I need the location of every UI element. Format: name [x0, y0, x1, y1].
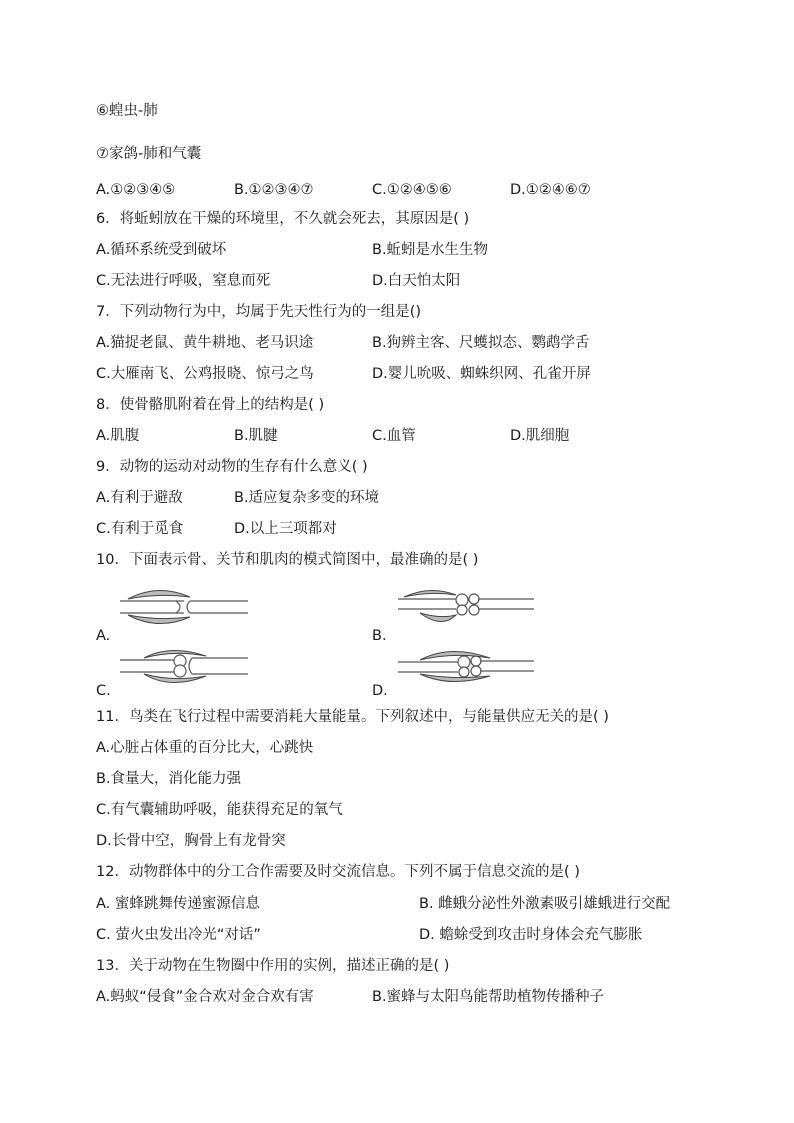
- q11-option-c[interactable]: C.有气囊辅助呼吸，能获得充足的氧气: [96, 802, 343, 818]
- q10-option-b[interactable]: [372, 585, 672, 645]
- q11-stem: 11．鸟类在飞行过程中需要消耗大量能量。下列叙述中，与能量供应无关的是( ): [96, 709, 609, 725]
- q7-options-row1: [96, 333, 736, 353]
- q12-option-b[interactable]: B. 雌蛾分泌性外激素吸引雄蛾进行交配: [419, 896, 671, 912]
- q7-option-b[interactable]: B.狗辨主客、尺蠖拟态、鹦鹉学舌: [372, 335, 590, 351]
- q6-option-b[interactable]: B.蚯蚓是水生生物: [372, 242, 489, 258]
- q12-option-d[interactable]: D. 蟾蜍受到攻击时身体会充气膨胀: [419, 927, 643, 943]
- q10-option-c[interactable]: [96, 640, 396, 700]
- q12-options-row1: [96, 894, 736, 914]
- q9-options-row1: [96, 488, 736, 508]
- q10-stem: 10．下面表示骨、关节和肌肉的模式简图中，最准确的是( ): [96, 552, 479, 568]
- q7-option-d[interactable]: D.婴儿吮吸、蜘蛛织网、孔雀开屏: [372, 366, 591, 382]
- q6-options-row1: [96, 240, 736, 260]
- q5-item-7: ⑦家鸽-肺和气囊: [96, 146, 202, 162]
- q10-figures-row1: [96, 585, 736, 645]
- q9-option-a[interactable]: A.有利于避敌: [96, 490, 183, 506]
- q9-stem: 9．动物的运动对动物的生存有什么意义( ): [96, 459, 368, 475]
- q9-options-row2: [96, 519, 736, 539]
- q9-option-d[interactable]: D.以上三项都对: [234, 521, 337, 537]
- q13-stem: 13．关于动物在生物圈中作用的实例，描述正确的是( ): [96, 958, 450, 974]
- q10-option-c-label: C.: [96, 683, 111, 699]
- q8-option-b[interactable]: B.肌腱: [234, 428, 278, 444]
- q12-stem: 12．动物群体中的分工合作需要及时交流信息。下列不属于信息交流的是( ): [96, 864, 580, 880]
- q5-options: [96, 180, 736, 200]
- q10-option-d-label: D.: [372, 683, 388, 699]
- q8-option-c[interactable]: C.血管: [372, 428, 416, 444]
- q10-option-b-label: B.: [372, 628, 387, 644]
- q5-option-d[interactable]: D.①②④⑥⑦: [510, 182, 591, 198]
- q6-option-d[interactable]: D.白天怕太阳: [372, 273, 461, 289]
- q11-option-a[interactable]: A.心脏占体重的百分比大，心跳快: [96, 740, 314, 756]
- q5-option-a[interactable]: A.①②③④⑤: [96, 182, 176, 198]
- q12-options-row2: [96, 925, 736, 945]
- q7-options-row2: [96, 364, 736, 384]
- q9-option-c[interactable]: C.有利于觅食: [96, 521, 184, 537]
- q8-options: [96, 426, 736, 446]
- q11-option-b[interactable]: B.食量大，消化能力强: [96, 771, 242, 787]
- q10-option-a-label: A.: [96, 628, 111, 644]
- q12-option-c[interactable]: C. 萤火虫发出冷光“对话”: [96, 927, 261, 943]
- q13-option-a[interactable]: A.蚂蚁“侵食”金合欢对金合欢有害: [96, 989, 314, 1005]
- q13-option-b[interactable]: B.蜜蜂与太阳鸟能帮助植物传播种子: [372, 989, 605, 1005]
- q7-option-a[interactable]: A.猫捉老鼠、黄牛耕地、老马识途: [96, 335, 314, 351]
- q11-option-d[interactable]: D.长骨中空，胸骨上有龙骨突: [96, 833, 286, 849]
- q6-option-a[interactable]: A.循环系统受到破坏: [96, 242, 227, 258]
- q10-option-a[interactable]: [96, 585, 396, 645]
- bone-joint-muscle-diagram-c: [114, 640, 254, 692]
- q10-option-d[interactable]: [372, 640, 672, 700]
- q7-option-c[interactable]: C.大雁南飞、公鸡报晓、惊弓之鸟: [96, 366, 314, 382]
- q8-option-a[interactable]: A.肌腹: [96, 428, 140, 444]
- q6-options-row2: [96, 271, 736, 291]
- bone-joint-muscle-diagram-b: [390, 585, 540, 633]
- q5-option-c[interactable]: C.①②④⑤⑥: [372, 182, 452, 198]
- bone-joint-muscle-diagram-a: [114, 585, 254, 633]
- q5-option-b[interactable]: B.①②③④⑦: [234, 182, 314, 198]
- q10-figures-row2: [96, 640, 736, 700]
- q5-item-6: ⑥蝗虫-肺: [96, 103, 158, 119]
- q12-option-a[interactable]: A. 蜜蜂跳舞传递蜜源信息: [96, 896, 260, 912]
- q8-stem: 8．使骨骼肌附着在骨上的结构是( ): [96, 397, 325, 413]
- q6-option-c[interactable]: C.无法进行呼吸，窒息而死: [96, 273, 271, 289]
- q8-option-d[interactable]: D.肌细胞: [510, 428, 570, 444]
- q7-stem: 7．下列动物行为中，均属于先天性行为的一组是(): [96, 304, 422, 320]
- bone-joint-muscle-diagram-d: [390, 640, 540, 692]
- q13-options-row1: [96, 987, 736, 1007]
- q9-option-b[interactable]: B.适应复杂多变的环境: [234, 490, 380, 506]
- q6-stem: 6．将蚯蚓放在干燥的环境里，不久就会死去，其原因是( ): [96, 211, 470, 227]
